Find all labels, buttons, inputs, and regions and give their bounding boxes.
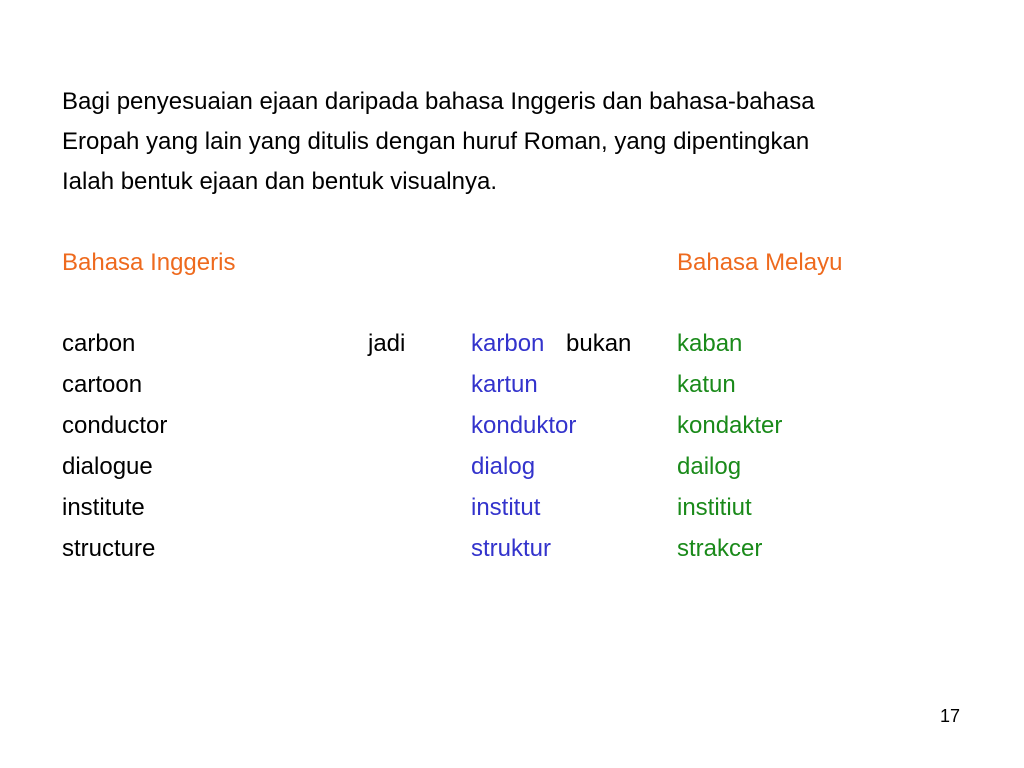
word-comparison-table xyxy=(0,326,1024,572)
table-row xyxy=(0,531,1024,572)
malay-incorrect-word: dailog xyxy=(677,453,742,480)
english-word: cartoon xyxy=(62,371,143,398)
malay-incorrect-word: kondakter xyxy=(677,412,783,439)
malay-correct-word: dialog xyxy=(471,453,536,480)
english-word: carbon xyxy=(62,330,136,357)
malay-incorrect-word: katun xyxy=(677,371,736,398)
table-row xyxy=(0,490,1024,531)
table-row xyxy=(0,367,1024,408)
malay-correct-word: institut xyxy=(471,494,541,521)
malay-correct-word: kartun xyxy=(471,371,538,398)
table-row xyxy=(0,449,1024,490)
english-word: dialogue xyxy=(62,453,153,480)
english-word: conductor xyxy=(62,412,168,439)
bukan-label: bukan xyxy=(566,330,632,357)
malay-correct-word: konduktor xyxy=(471,412,577,439)
english-word: institute xyxy=(62,494,145,521)
malay-incorrect-word: kaban xyxy=(677,330,743,357)
table-row xyxy=(0,326,1024,367)
intro-line-2: Eropah yang lain yang ditulis dengan huruf Roman, yang dipentingkan xyxy=(62,128,810,155)
intro-line-1: Bagi penyesuaian ejaan daripada bahasa Inggeris dan bahasa-bahasa xyxy=(62,88,815,115)
malay-correct-word: struktur xyxy=(471,535,552,562)
malay-incorrect-word: strakcer xyxy=(677,535,763,562)
malay-incorrect-word: institiut xyxy=(677,494,752,521)
jadi-label: jadi xyxy=(368,330,406,357)
intro-paragraph xyxy=(62,82,982,202)
malay-correct-word: karbon xyxy=(471,330,545,357)
header-bahasa-melayu: Bahasa Melayu xyxy=(677,249,843,276)
english-word: structure xyxy=(62,535,156,562)
intro-line-3: Ialah bentuk ejaan dan bentuk visualnya. xyxy=(62,168,497,195)
header-bahasa-inggeris: Bahasa Inggeris xyxy=(62,249,236,276)
page-number: 17 xyxy=(939,706,960,726)
table-row xyxy=(0,408,1024,449)
